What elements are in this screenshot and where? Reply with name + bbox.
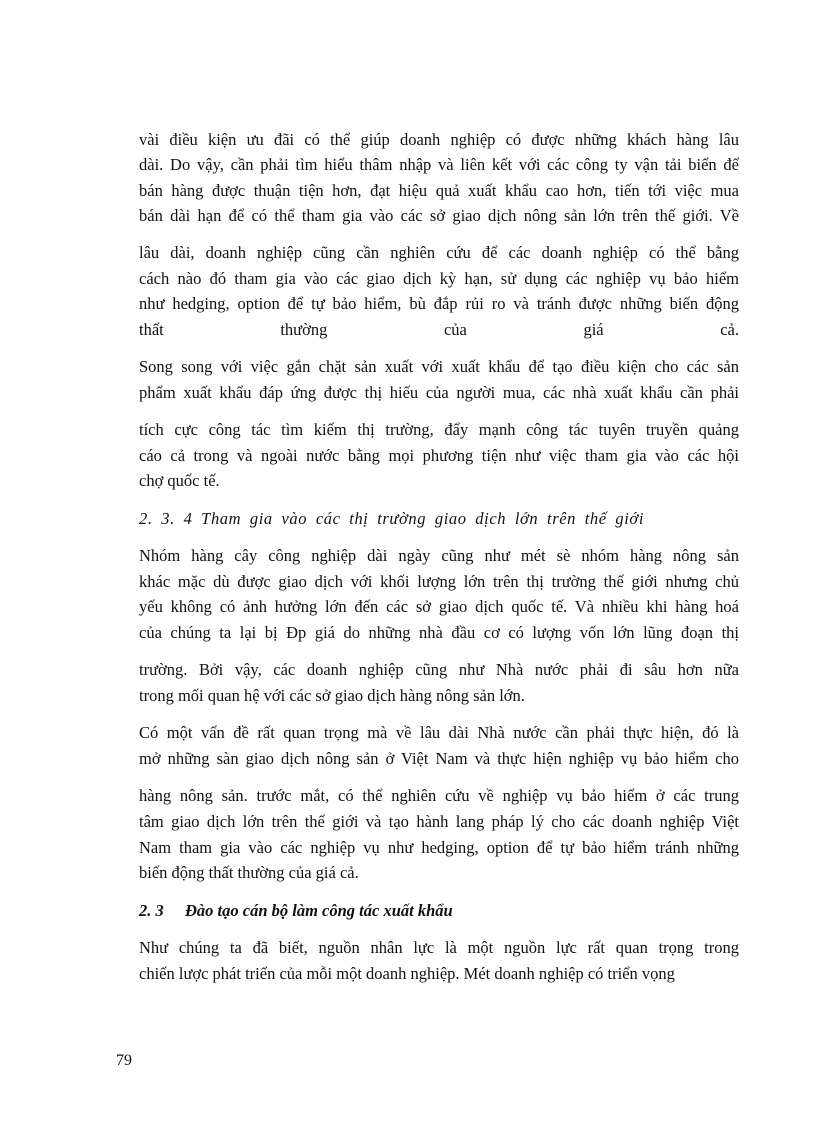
body-line: trường. Bởi vậy, các doanh nghiệp cũng như Nhà nước phải đi sâu hơn nữa [139, 660, 739, 679]
body-line: biến động thất thường của giá cả. [139, 863, 359, 882]
body-line: trong mối quan hệ với các sở giao dịch hàng nông sản lớn. [139, 686, 525, 705]
body-line: tâm giao dịch lớn trên thế giới và tạo hành lang pháp lý cho các doanh nghiệp Việt [139, 812, 739, 831]
body-line: dài. Do vậy, cần phải tìm hiểu thâm nhập và liên kết với các công ty vận tải biển để [139, 155, 739, 174]
body-line: thất thường của giá cả. [139, 320, 739, 339]
body-line: chiến lược phát triển của mỗi một doanh nghiệp. Mét doanh nghiệp có triển vọng [139, 964, 675, 983]
body-line: hàng nông sản. trước mắt, có thể nghiên cứu về nghiệp vụ bảo hiểm ở các trung [139, 786, 739, 805]
body-line: phẩm xuất khẩu đáp ứng được thị hiếu của người mua, các nhà xuất khẩu cần phải [139, 383, 739, 402]
body-line: tích cực công tác tìm kiếm thị trường, đẩy mạnh công tác tuyên truyền quảng [139, 420, 739, 439]
body-line: lâu dài, doanh nghiệp cũng cần nghiên cứu để các doanh nghiệp có thể bằng [139, 243, 739, 262]
body-line: cáo cả trong và ngoài nước bằng mọi phương tiện như việc tham gia vào các hội [139, 446, 739, 465]
body-line: Nam tham gia vào các nghiệp vụ như hedging, option để tự bảo hiểm tránh những [139, 838, 739, 857]
body-line: như hedging, option để tự bảo hiểm, bù đắp rủi ro và tránh được những biến động [139, 294, 739, 313]
body-line: bán hàng được thuận tiện hơn, đạt hiệu quả xuất khẩu cao hơn, tiến tới việc mua [139, 181, 739, 200]
body-line: mở những sàn giao dịch nông sản ở Việt Nam và thực hiện nghiệp vụ bảo hiểm cho [139, 749, 739, 768]
section-heading-number: 2. 3 [139, 901, 164, 920]
page-number: 79 [116, 1052, 132, 1069]
body-line: cách nào đó tham gia vào các giao dịch kỳ hạn, sử dụng các nghiệp vụ bảo hiểm [139, 269, 739, 288]
section-heading-2-3 [139, 900, 739, 922]
body-line: bán dài hạn để có thể tham gia vào các sở giao dịch nông sản lớn trên thế giới. Về [139, 206, 739, 225]
body-line: Có một vấn đề rất quan trọng mà về lâu dài Nhà nước cần phải thực hiện, đó là [139, 723, 739, 742]
body-line: yếu không có ảnh hưởng lớn đến các sở giao dịch quốc tế. Và nhiều khi hàng hoá [139, 597, 739, 616]
body-line: chợ quốc tế. [139, 471, 220, 490]
section-heading-2-3-4: 2. 3. 4 Tham gia vào các thị trường giao dịch lớn trên thế giới [139, 509, 645, 528]
body-line: vài điều kiện ưu đãi có thể giúp doanh nghiệp có được những khách hàng lâu [139, 130, 739, 149]
body-line: Như chúng ta đã biết, nguồn nhân lực là một nguồn lực rất quan trọng trong [139, 938, 739, 957]
section-heading-title: Đào tạo cán bộ làm công tác xuất khẩu [185, 901, 453, 920]
body-line: Nhóm hàng cây công nghiệp dài ngày cũng như mét sè nhóm hàng nông sản [139, 546, 739, 565]
body-line: khác mặc dù được giao dịch với khối lượng lớn trên thị trường thế giới nhưng chủ [139, 572, 739, 591]
body-line: Song song với việc gắn chặt sản xuất với xuất khẩu để tạo điều kiện cho các sản [139, 357, 739, 376]
body-line: của chúng ta lại bị Ðp giá do những nhà đầu cơ có lượng vốn lớn lũng đoạn thị [139, 623, 739, 642]
